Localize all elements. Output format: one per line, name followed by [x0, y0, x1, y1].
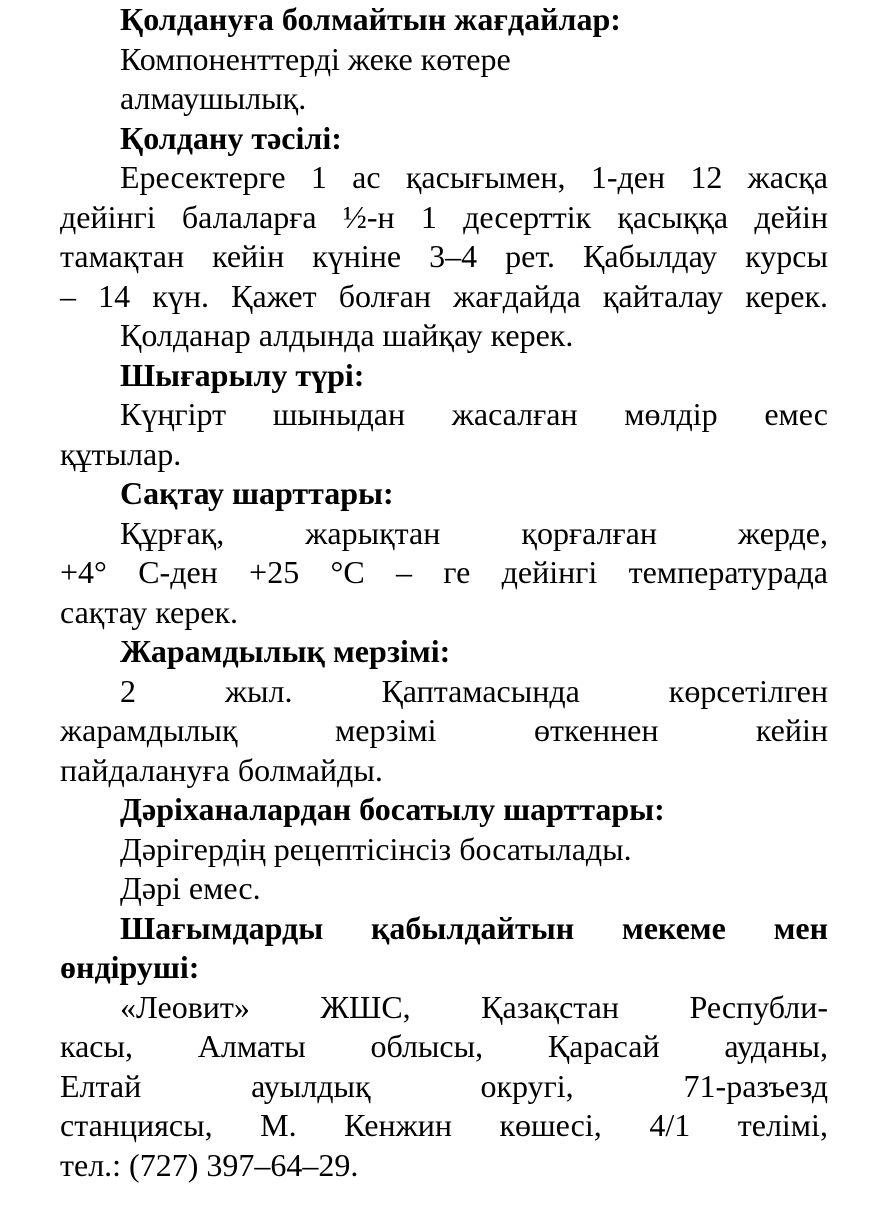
method-line-5: Қолданар алдында шайқау керек. [120, 317, 574, 353]
shelf-life-line-2 [60, 711, 828, 751]
dispensing-heading: Дәріханалардан босатылу шарттары: [120, 791, 665, 827]
manufacturer-heading-line-2: өндіруші: [60, 949, 200, 985]
word: қорғалған [521, 514, 657, 551]
word: болған [338, 277, 431, 314]
manufacturer-line-4 [60, 1106, 828, 1146]
word: Қажет [231, 277, 317, 314]
word: Қарасай [547, 1028, 660, 1064]
manufacturer-line-2 [60, 1027, 828, 1067]
word: Қазақстан [481, 988, 619, 1025]
word: мен [773, 909, 828, 946]
manufacturer-line-3 [60, 1067, 828, 1107]
word: көшесі, [499, 1107, 602, 1143]
word: 3–4 [429, 238, 478, 274]
word: күн. [152, 277, 209, 314]
word: станциясы, [60, 1107, 213, 1143]
word: емес [764, 396, 828, 432]
contraindications-heading: Қолдануға болмайтын жағдайлар: [120, 1, 621, 37]
word: Елтай [60, 1067, 142, 1104]
word: ауданы, [724, 1028, 828, 1064]
method-line-2 [60, 198, 828, 238]
manufacturer-line-5: тел.: (727) 397–64–29. [60, 1146, 359, 1183]
contraindications-line-2: алмаушылық. [120, 80, 307, 116]
word: 14 [98, 277, 131, 314]
word: 2 [120, 672, 136, 709]
word: қабылдайтын [370, 909, 575, 946]
word: °С [330, 554, 365, 590]
word: жасалған [451, 396, 578, 432]
word: күніне [312, 238, 402, 274]
release-form-line-1 [60, 395, 828, 435]
method-line-3 [60, 237, 828, 277]
word: қайталау [602, 277, 724, 314]
word: дейінгі [501, 554, 598, 590]
word: дейін [754, 198, 828, 235]
shelf-life-line-3: пайдалануға болмайды. [60, 751, 383, 788]
word: – [60, 277, 76, 314]
storage-line-2 [60, 553, 828, 593]
word: касы, [60, 1028, 133, 1064]
word: десерттік [463, 198, 592, 235]
word: ас [352, 159, 381, 195]
document-page [60, 0, 828, 1185]
word: Қабылдау [582, 238, 718, 274]
word: ЖШС, [320, 988, 411, 1025]
word: Алматы [197, 1028, 306, 1064]
word: +25 [249, 554, 300, 590]
word: жарамдылық [60, 712, 238, 748]
word: облысы, [370, 1028, 484, 1064]
shelf-life-line-1 [60, 672, 828, 712]
word: округі, [480, 1067, 574, 1104]
word: 71-разъезд [683, 1067, 828, 1104]
word: дейінгі [60, 198, 156, 235]
word: жағдайда [453, 277, 581, 314]
word: Республи- [689, 988, 828, 1025]
method-line-4 [60, 277, 828, 317]
word: температурада [628, 554, 828, 590]
word: курсы [745, 238, 828, 274]
word: Шағымдарды [120, 909, 324, 946]
word: балаларға [181, 198, 317, 235]
word: Қаптамасында [381, 672, 580, 709]
dispensing-line-2: Дәрі емес. [120, 870, 261, 906]
word: 12 [690, 159, 723, 195]
manufacturer-line-1 [60, 988, 828, 1028]
contraindications-line-1: Компоненттерді жеке көтере [120, 40, 511, 77]
word: 1 [310, 159, 327, 195]
word: өткеннен [533, 712, 659, 748]
word: тамақтан [60, 238, 185, 274]
word: кейін [212, 238, 285, 274]
word: Күңгірт [120, 396, 227, 432]
word: «Леовит» [120, 988, 250, 1025]
word: керек. [745, 277, 828, 314]
word: – [396, 554, 413, 590]
word: телімі, [737, 1107, 828, 1143]
storage-line-1 [60, 514, 828, 554]
word: 4/1 [649, 1107, 691, 1143]
word: Кенжин [344, 1107, 452, 1143]
word: мекеме [621, 909, 726, 946]
word: қасығымен, [405, 159, 566, 195]
manufacturer-heading-line-1 [60, 909, 828, 949]
word: жасқа [747, 159, 828, 195]
word: қасыққа [617, 198, 729, 235]
release-form-heading: Шығарылу түрі: [120, 356, 365, 393]
word: 1-ден [590, 159, 666, 195]
word: ½-н [342, 198, 395, 235]
shelf-life-heading: Жарамдылық мерзімі: [120, 633, 451, 669]
word: жарықтан [305, 514, 441, 551]
method-line-1 [60, 158, 828, 198]
word: 1 [420, 198, 437, 235]
word: М. [260, 1107, 297, 1143]
storage-heading: Сақтау шарттары: [120, 475, 394, 511]
word: +4° [60, 554, 107, 590]
word: кейін [755, 712, 828, 748]
word: мерзімі [335, 712, 437, 748]
word: шыныдан [272, 396, 406, 432]
word: рет. [505, 238, 555, 274]
word: жерде, [738, 514, 828, 551]
method-heading: Қолдану тәсілі: [120, 119, 342, 156]
dispensing-line-1: Дәрігердің рецептісінсіз босатылады. [120, 830, 632, 867]
word: көрсетілген [668, 672, 828, 709]
word: жыл. [224, 672, 293, 709]
word: ге [443, 554, 471, 590]
release-form-line-2: құтылар. [60, 435, 182, 472]
word: С-ден [138, 554, 218, 590]
word: Ересектерге [120, 159, 286, 195]
storage-line-3: сақтау керек. [60, 593, 238, 630]
word: ауылдық [251, 1067, 371, 1104]
word: мөлдір [624, 396, 718, 432]
word: Құрғақ, [120, 514, 225, 551]
